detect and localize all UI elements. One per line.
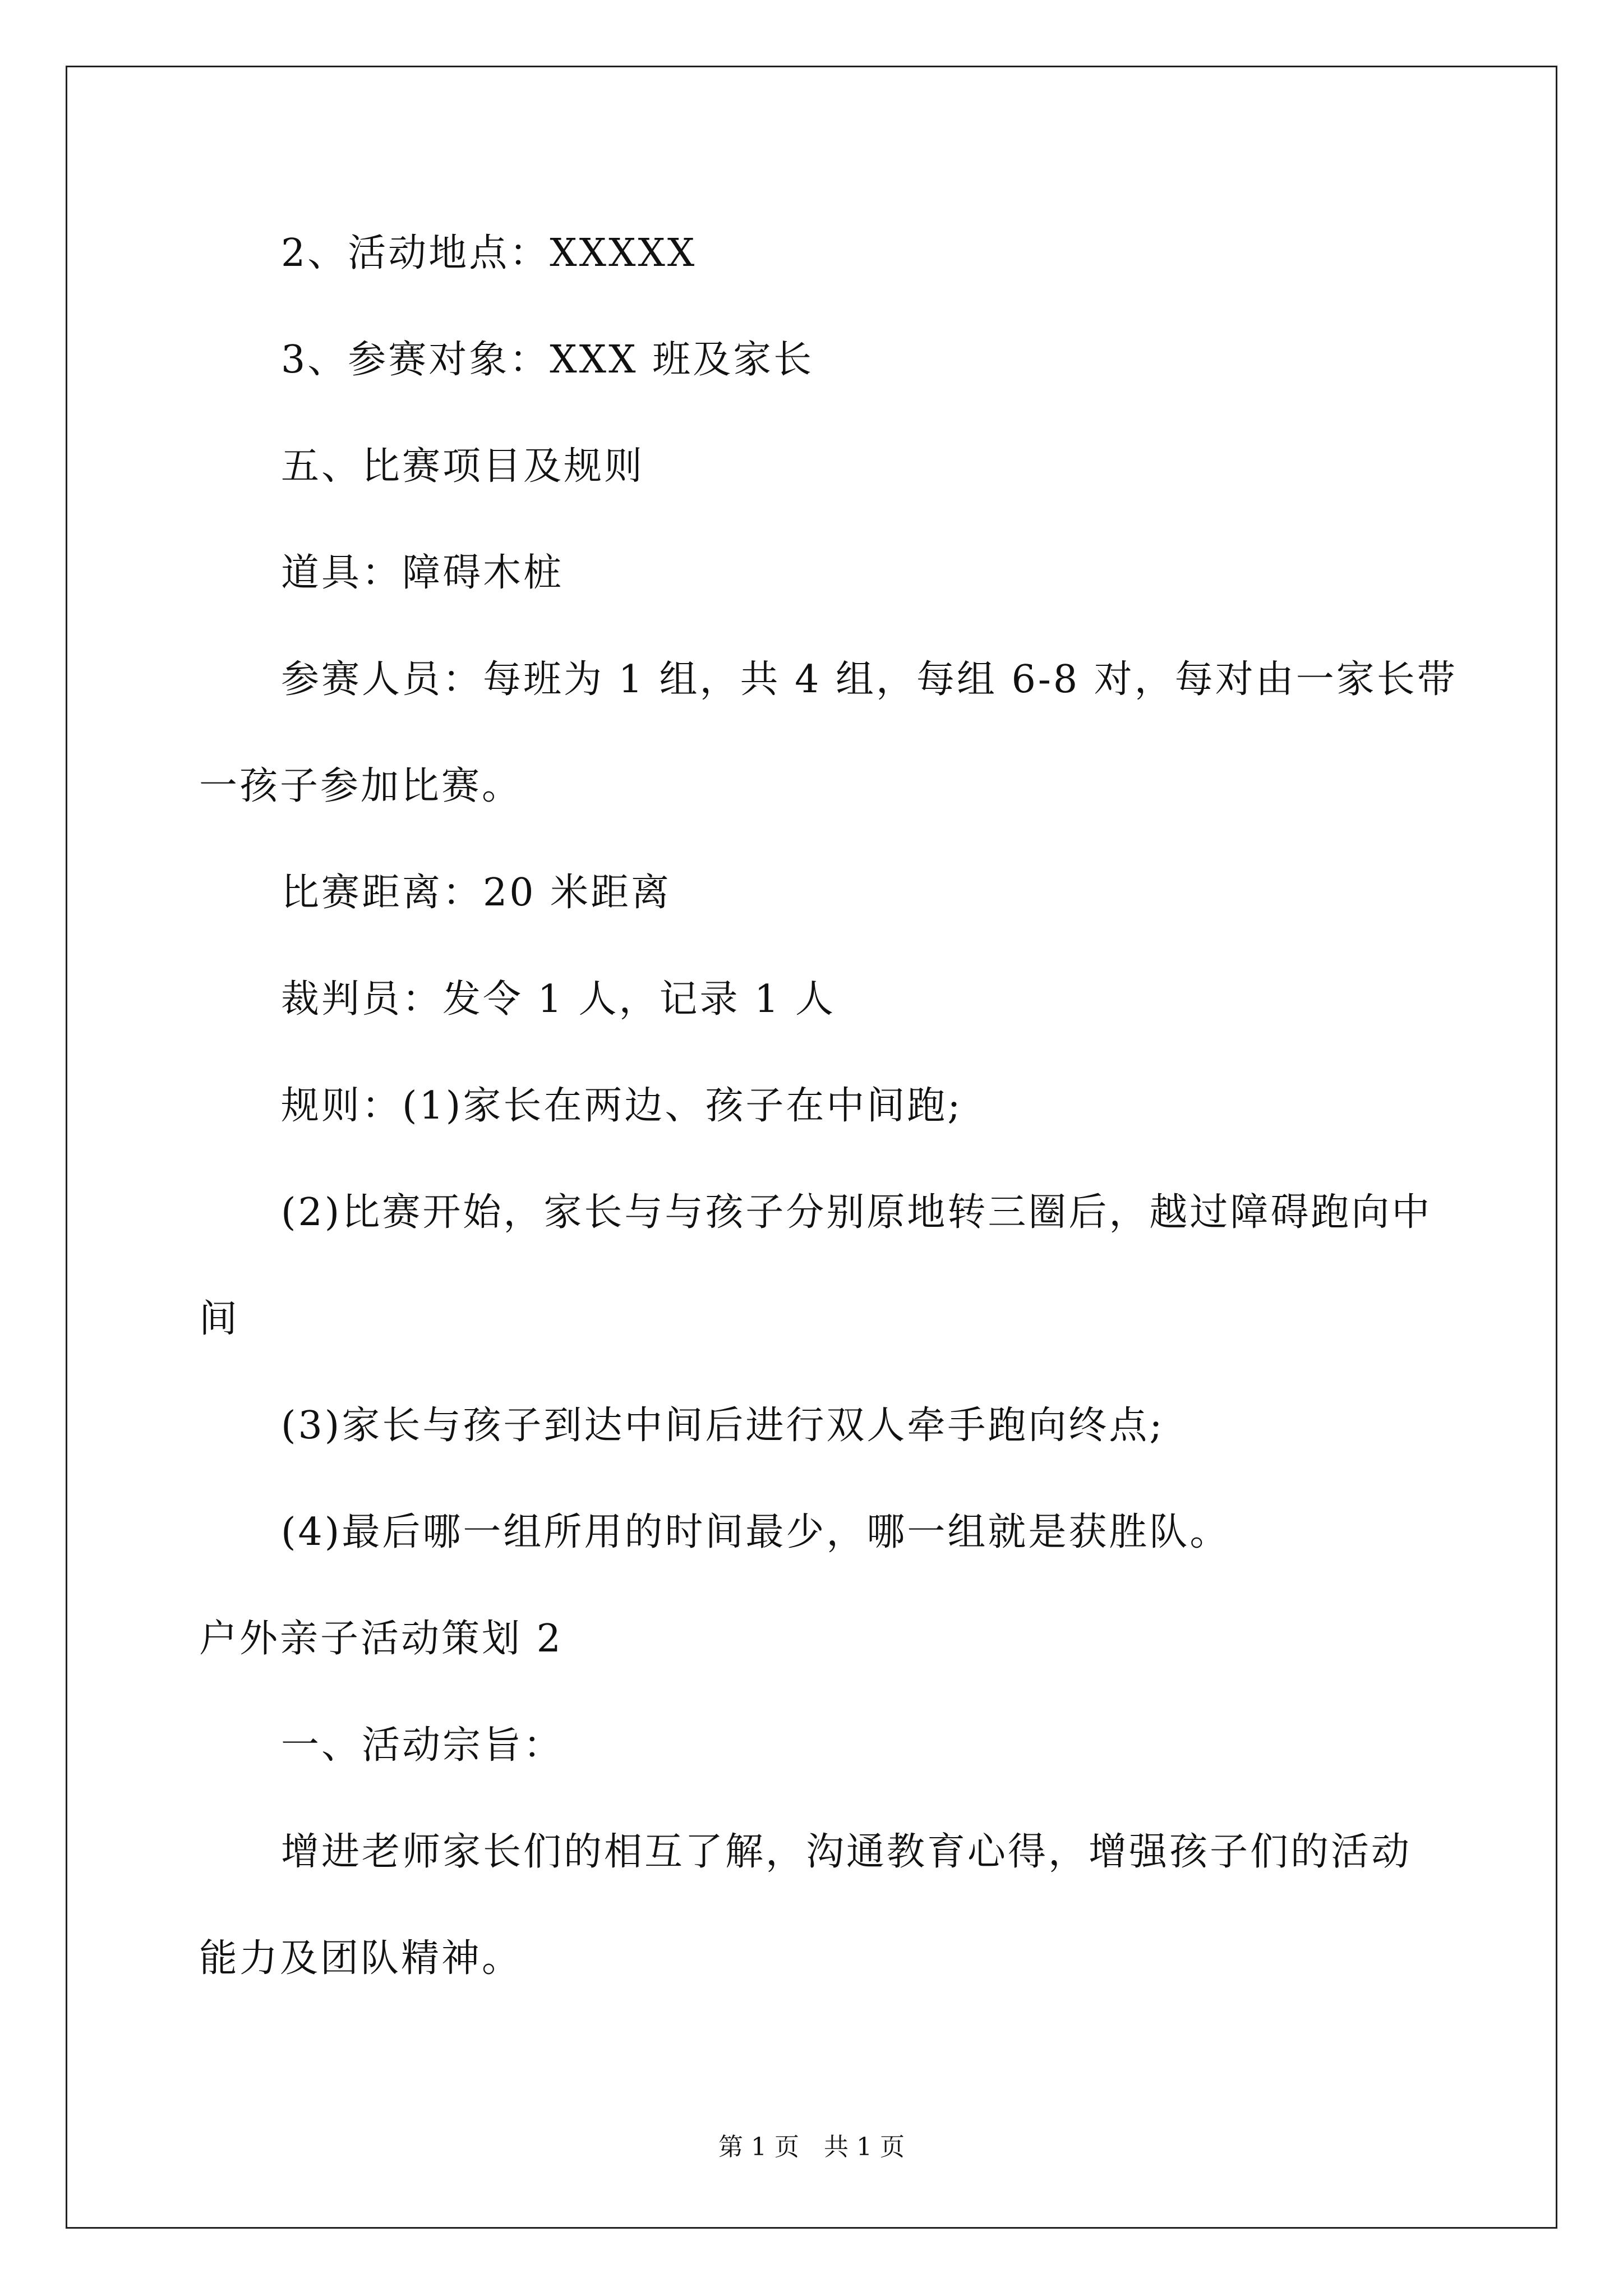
text-line-rule-2: (2)比赛开始，家长与与孩子分别原地转三圈后，越过障碍跑向中 (281, 1190, 1432, 1235)
text-line-rule-4: (4)最后哪一组所用的时间最少，哪一组就是获胜队。 (281, 1510, 1230, 1554)
text-line-team-members-cont: 一孩子参加比赛。 (199, 764, 523, 808)
section-heading-rules: 五、比赛项目及规则 (281, 444, 645, 489)
page-number-footer: 第 1 页 共 1 页 (718, 2133, 905, 2161)
page-border (66, 66, 1557, 2229)
section-title-plan-2: 户外亲子活动策划 2 (199, 1617, 563, 1661)
text-line-purpose: 增进老师家长们的相互了解，沟通教育心得，增强孩子们的活动 (281, 1830, 1412, 1874)
text-line-participants: 3、参赛对象：XXX 班及家长 (281, 338, 814, 382)
section-heading-purpose: 一、活动宗旨： (281, 1723, 564, 1768)
text-line-location: 2、活动地点：XXXXX (281, 231, 697, 275)
text-line-rule-2-cont: 间 (199, 1297, 240, 1341)
text-line-rule-1: 规则：(1)家长在两边、孩子在中间跑; (281, 1084, 963, 1128)
text-line-rule-3: (3)家长与孩子到达中间后进行双人牵手跑向终点; (281, 1404, 1165, 1448)
text-line-purpose-cont: 能力及团队精神。 (199, 1936, 523, 1981)
text-line-referees: 裁判员：发令 1 人，记录 1 人 (281, 977, 836, 1022)
text-line-props: 道具：障碍木桩 (281, 551, 564, 595)
text-line-distance: 比赛距离：20 米距离 (281, 871, 672, 915)
text-line-team-members: 参赛人员：每班为 1 组，共 4 组，每组 6-8 对，每对由一家长带 (281, 657, 1458, 702)
